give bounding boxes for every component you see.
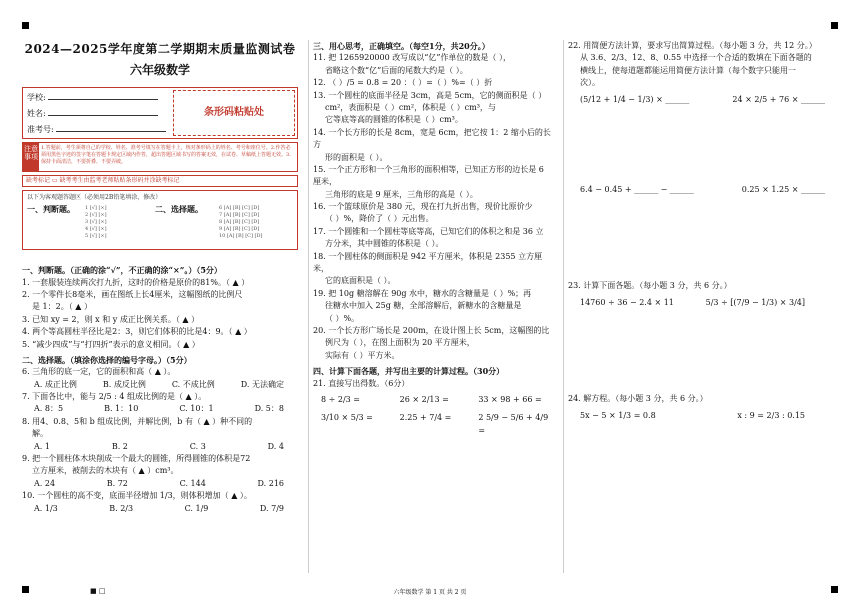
q22-row2 [568, 106, 845, 196]
answer-option-row[interactable]: 9 [A] [B] [C] [D] [219, 226, 260, 233]
id-field[interactable] [27, 124, 166, 136]
question-8-options [22, 441, 298, 453]
answer-option-row[interactable]: 7 [A] [B] [C] [D] [219, 212, 260, 219]
question-5: 5. “减少四成”与“打四折”表示的意义相同。（ ▲ ） [22, 339, 200, 349]
option: A. 8：5 [34, 404, 64, 414]
fill-in-line: 它等底等高的圆锥的体积是（ ）cm³。 [325, 115, 463, 125]
fill-in-line: 16. 一个篮球原价是 380 元，现在打九折出售，现价比原价少 [313, 202, 533, 212]
fill-in-line: 三角形的底是 9 厘米，三角形的高是（ ）。 [325, 189, 478, 199]
corner-mark-tl [22, 22, 29, 29]
fill-in-line: 12. （ ）/5 = 0.8 = 20 ：（ ）=（ ）%=（ ）折 [313, 78, 493, 88]
fill-in-line: 往糖水中加入 25g 糖，全部溶解后，新糖水的含糖量是 [325, 301, 522, 311]
school-field[interactable] [27, 92, 158, 104]
option: B. 72 [106, 478, 128, 488]
option: C. 3 [189, 441, 206, 451]
fill-in-line: 15. 一个正方形和一个三角形的面积相等，已知正方形的边长是 6 厘米， [313, 164, 544, 187]
calc-item: 8 ÷ 2/3 = [321, 394, 360, 404]
question-7: 7. 下面各比中，能与 2/5 : 4 组成比例的是（ ▲ ）。 [22, 392, 207, 402]
section-3-heading: 三、用心思考，正确填空。（每空1分，共20分。） [313, 41, 490, 51]
option: A. 1/3 [34, 503, 58, 513]
option: A. 24 [34, 478, 56, 488]
question-23: 23. 计算下面各题。（每小题 3 分，共 6 分。） [568, 281, 732, 291]
answer-option-row[interactable]: 8 [A] [B] [C] [D] [219, 219, 260, 226]
fill-in-line: 它的底面积是（ ）。 [325, 276, 396, 286]
fill-in-line: 实际有（ ）平方米。 [325, 350, 400, 360]
answer-sec2-options[interactable] [219, 205, 262, 240]
question-8-cont: 解。 [32, 429, 48, 439]
q24-row [568, 406, 845, 422]
notice-box [22, 142, 298, 172]
question-1: 1. 一套服装连续两次打九折，这时的价格是原价的81%。（ ▲ ） [22, 277, 250, 287]
calc-item: 33 × 98 + 66 = [478, 394, 542, 404]
left-column [22, 40, 298, 573]
question-22-line3: 横线上，使每道题都能运用简便方法计算（每个数字只能用一 [580, 65, 796, 75]
school-label: 学校: [27, 93, 46, 103]
answer-option-row[interactable]: 10 [A] [B] [C] [D] [219, 233, 263, 240]
answer-option-row[interactable]: 3 [√] [×] [85, 219, 107, 226]
question-22-line4: 次）。 [580, 78, 600, 88]
option: D. 4 [267, 441, 284, 451]
absent-label: 缺考标记 [26, 177, 51, 185]
section-1-heading: 一、判断题。（正确的涂“√”，不正确的涂“×”。）（5分） [22, 265, 222, 276]
equation-1: 5x − 5 × 1/3 = 0.8 [580, 410, 656, 420]
expression-1: (5/12 + 1/4 − 1/3) × ______ [580, 94, 690, 104]
section-4-heading: 四、计算下面各题，并写出主要的计算过程。（30分） [313, 366, 505, 377]
question-6: 6. 三角形的底一定，它的面积和高（ ▲ ）。 [22, 367, 176, 377]
q23-row [568, 293, 845, 309]
fill-in-questions [313, 52, 553, 362]
notice-text: 1.答题前，考生须将自己的学校、姓名、准考号填写在答题卡上，核对条形码上的姓名、考号和座位号。2.作答必须用黑色字迹的签字笔在答题卡规定区域内作答，超出答题区域书写的答案无效，在试卷、草稿纸上答题无效。3.保持卡面清洁，不要折叠、不要弄破。 [41, 145, 291, 166]
answer-sec1-label: 一、判断题。 [27, 204, 75, 215]
notice-label: 注意事项 [23, 143, 39, 171]
question-8: 8. 用4、0.8、5和 b 组成比例，并解比例，b 有（ ▲ ）种不同的 [22, 416, 253, 426]
option: A. 1 [34, 441, 50, 451]
footer-mark: ■ □ [90, 587, 106, 596]
option: C. 144 [179, 478, 206, 488]
option: D. 7/9 [259, 503, 284, 513]
question-2: 2. 一个零件长8毫米，画在图纸上长4厘米，这幅图纸的比例尺 [22, 289, 243, 299]
exam-subtitle: 六年级数学 [129, 62, 190, 77]
exam-title: 2024—2025学年度第二学期期末质量监测试卷 [24, 42, 296, 56]
q22-row1 [568, 90, 845, 106]
answer-option-row[interactable]: 2 [√] [×] [85, 212, 107, 219]
answer-option-row[interactable]: 5 [√] [×] [85, 233, 107, 240]
answer-sheet [22, 190, 298, 250]
option: B. 2/3 [109, 503, 134, 513]
absent-mark-box[interactable]: 缺考标记 ▭ 缺考考生由监考老师粘贴条形码并涂缺考标记 [22, 175, 298, 187]
question-7-options [22, 403, 298, 415]
name-field[interactable] [27, 108, 158, 120]
question-2-cont: 是 1：2。（ ▲ ） [32, 302, 92, 312]
fill-in-line: 17. 一个圆锥和一个圆柱等底等高，已知它们的体积之和是 36 立 [313, 226, 544, 236]
fill-in-line: 14. 一个长方形的长是 8cm，宽是 6cm，把它按 1：2 缩小后的长方 [313, 127, 551, 150]
fill-in-line: 形的面积是（ ）。 [325, 152, 388, 162]
option: B. 成反比例 [102, 379, 146, 389]
calc-item: 3/10 × 5/3 = [321, 413, 373, 423]
option: C. 不成比例 [171, 379, 215, 389]
page-number: 六年级数学 第 1 页 共 2 页 [393, 588, 467, 596]
answer-sec2-label: 二、选择题。 [155, 204, 203, 215]
option: B. 2 [111, 441, 128, 451]
fill-in-line: （ ）%。 [325, 313, 360, 323]
barcode-area: 条形码粘贴处 [173, 90, 295, 136]
fill-in-line: 省略这个数“亿”后面的尾数大约是（ ）。 [325, 65, 468, 75]
fill-in-line: 20. 一个长方形广场长是 200m，在设计图上长 5cm，这幅图的比 [313, 325, 550, 335]
expression-5: 14760 ÷ 36 − 2.4 × 11 [580, 297, 674, 307]
calc-item: 26 × 2/13 = [399, 394, 449, 404]
option: D. 无法确定 [240, 379, 284, 389]
fill-in-line: 19. 把 10g 糖溶解在 90g 水中，糖水的含糖量是（ ）%；再 [313, 288, 532, 298]
question-10: 10. 一个圆柱的高不变，底面半径增加 1/3，则体积增加（ ▲ ）。 [22, 491, 252, 501]
section-2-heading: 二、选择题。（填涂你选择的编号字母。）（5分） [22, 354, 192, 365]
question-24: 24. 解方程。（每小题 3 分，共 6 分。） [568, 394, 708, 404]
calc-item: 2.25 + 7/4 = [399, 413, 452, 423]
equation-2: x : 9 = 2/3 : 0.15 [737, 410, 805, 420]
option: D. 5：8 [254, 404, 284, 414]
absent-text: 缺考考生由监考老师粘贴条形码并涂缺考标记 [59, 177, 180, 185]
name-label: 姓名: [27, 109, 46, 119]
fill-in-line: （ ）%，降价了（ ）元出售。 [325, 214, 434, 224]
answer-sheet-header: 以下为客观题答题区（必须用2B铅笔填涂，修改） [27, 194, 162, 202]
question-22: 22. 用简便方法计算，要求写出简算过程。（每小题 3 分，共 12 分。） [568, 41, 817, 50]
fill-in-line: 例尺为（ ），在图上面积为 20 平方厘米， [325, 338, 475, 348]
option: C. 1/9 [184, 503, 209, 513]
question-21: 21. 直接写出得数。（6分） [313, 378, 410, 388]
corner-mark-tr [831, 22, 838, 29]
fill-in-line: 13. 一个圆柱的底面半径是 3cm，高是 5cm，它的侧面积是（ ） [313, 90, 547, 100]
question-9: 9. 把一个圆柱体木块削成一个最大的圆锥，所得圆锥的体积是72 [22, 454, 251, 464]
expression-6: 5/3 ÷ [(7/9 − 1/3) × 3/4] [705, 297, 805, 307]
question-3: 3. 已知 xy = 2，则 x 和 y 成正比例关系。（ ▲ ） [22, 314, 200, 324]
answer-sec1-options[interactable] [85, 205, 107, 240]
question-6-options [22, 379, 298, 391]
right-column [563, 40, 845, 573]
fill-in-line: 18. 一个圆柱体的侧面积是 942 平方厘米，体积是 2355 立方厘米， [313, 251, 543, 274]
calc-item: 2 5/9 − 5/6 + 4/9 = [478, 413, 549, 435]
expression-4: 0.25 × 1.25 × ______ [741, 184, 825, 194]
student-info-box [22, 87, 298, 139]
option: C. 10：1 [179, 404, 214, 414]
question-22-line2: 从 3.6、2/3、12、8、0.55 中选择一个合适的数填在下面各题的 [580, 53, 812, 63]
fill-in-line: 方分米，其中圆锥的体积是（ ）。 [325, 239, 444, 249]
answer-option-row[interactable]: 1 [√] [×] [85, 205, 107, 212]
question-9-cont: 立方厘米，被削去的木块有（ ▲ ）cm³。 [32, 466, 179, 476]
expression-2: 24 × 2/5 + 76 × ______ [732, 94, 825, 104]
option: D. 216 [257, 478, 284, 488]
answer-option-row[interactable]: 6 [A] [B] [C] [D] [219, 205, 260, 212]
fill-in-line: 11. 把 1265920000 改写成以“亿”作单位的数是（ ）， [313, 53, 511, 63]
direct-calc-grid [313, 394, 553, 437]
middle-column [308, 40, 553, 573]
option: B. 1：10 [104, 404, 139, 414]
answer-option-row[interactable]: 4 [√] [×] [85, 226, 107, 233]
id-label: 准考号: [27, 125, 54, 135]
question-10-options [22, 503, 298, 515]
option: A. 成正比例 [34, 379, 77, 389]
question-4: 4. 两个等高圆柱半径比是2：3，则它们体积的比是4：9。（ ▲ ） [22, 327, 252, 337]
question-9-options [22, 478, 298, 490]
expression-3: 6.4 − 0.45 + ______ − ______ [580, 184, 694, 194]
fill-in-line: cm²，表面积是（ ）cm²，体积是（ ）cm³，与 [325, 102, 496, 112]
